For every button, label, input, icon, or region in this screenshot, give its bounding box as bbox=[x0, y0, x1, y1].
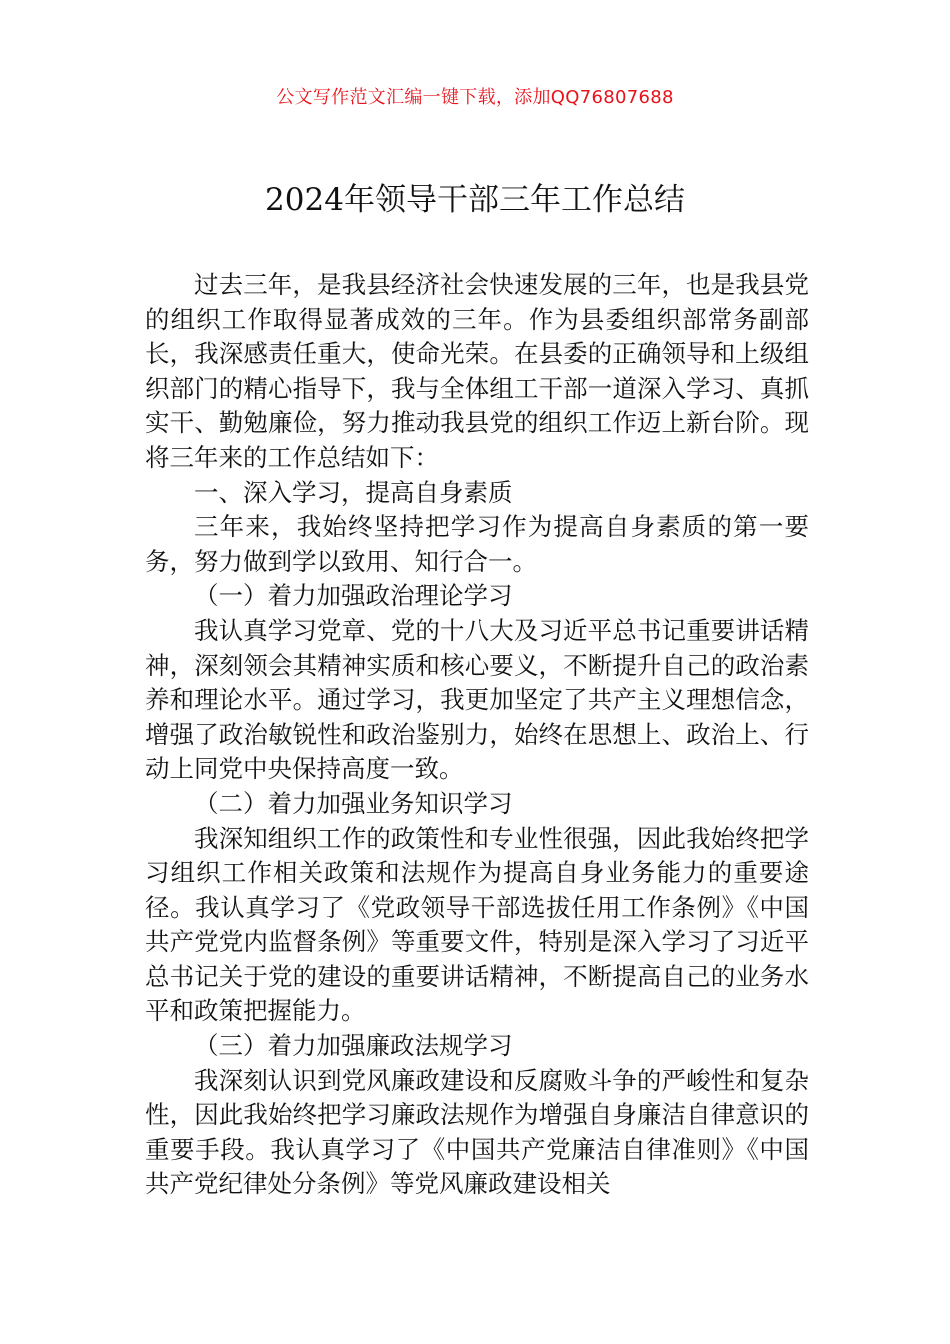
subsection-3-paragraph: 我深刻认识到党风廉政建设和反腐败斗争的严峻性和复杂性，因此我始终把学习廉政法规作为增强自身廉洁自律意识的重要手段。我认真学习了《中国共产党廉洁自律准则》《中国共产党纪律处分条例》等党风廉政建设相关 bbox=[145, 1065, 809, 1199]
section-1-paragraph: 三年来，我始终坚持把学习作为提高自身素质的第一要务，努力做到学以致用、知行合一。 bbox=[145, 512, 809, 576]
intro-paragraph: 过去三年，是我县经济社会快速发展的三年，也是我县党的组织工作取得显著成效的三年。作为县委组织部常务副部长，我深感责任重大，使命光荣。在县委的正确领导和上级组织部门的精心指导下，我与全体组工干部一道深入学习、真抓实干、勤勉廉俭，努力推动我县党的组织工作迈上新台阶。现将三年来的工作总结如下： bbox=[145, 270, 809, 472]
document-title: 2024年领导干部三年工作总结 bbox=[265, 182, 685, 218]
subsection-2-paragraph: 我深知组织工作的政策性和专业性很强，因此我始终把学习组织工作相关政策和法规作为提高自身业务能力的重要途径。我认真学习了《党政领导干部选拔任用工作条例》《中国共产党党内监督条例》等重要文件，特别是深入学习了习近平总书记关于党的建设的重要讲话精神，不断提高自己的业务水平和政策把握能力。 bbox=[145, 823, 809, 1026]
subsection-heading-1: （一）着力加强政治理论学习 bbox=[194, 581, 513, 611]
subsection-1-paragraph: 我认真学习党章、党的十八大及习近平总书记重要讲话精神，深刻领会其精神实质和核心要义，不断提升自己的政治素养和理论水平。通过学习，我更加坚定了共产主义理想信念，增强了政治敏锐性和政治鉴别力，始终在思想上、政治上、行动上同党中央保持高度一致。 bbox=[145, 615, 809, 784]
subsection-heading-2: （二）着力加强业务知识学习 bbox=[194, 788, 513, 818]
section-heading-1: 一、深入学习，提高自身素质 bbox=[194, 477, 513, 507]
subsection-heading-3: （三）着力加强廉政法规学习 bbox=[194, 1031, 513, 1061]
download-banner: 公文写作范文汇编一键下载，添加QQ76807688 bbox=[276, 87, 674, 108]
document-body bbox=[145, 268, 809, 1202]
